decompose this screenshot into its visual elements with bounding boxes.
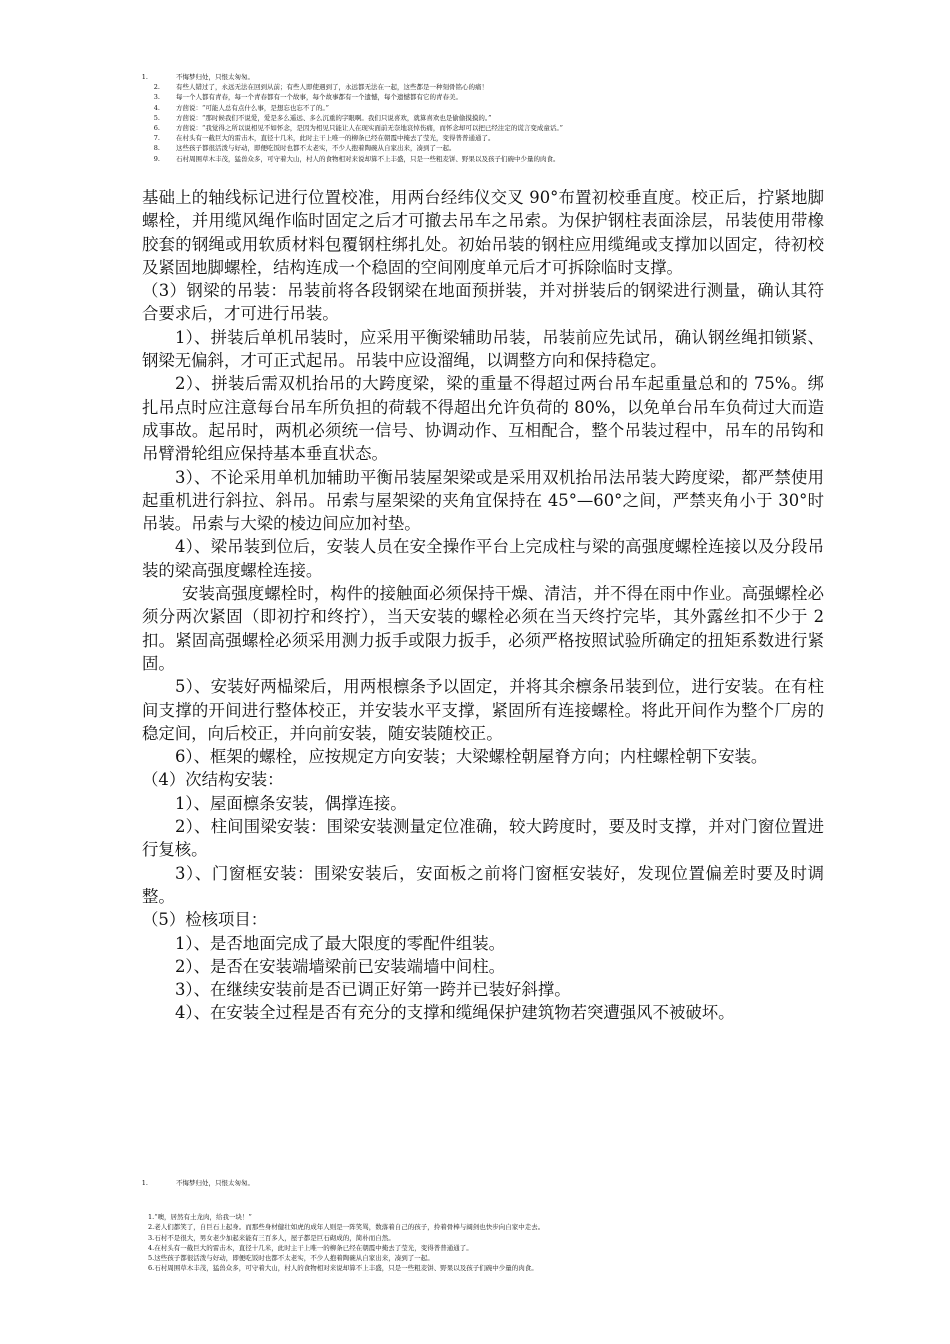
note-line bbox=[140, 82, 840, 92]
note-text: 方茴说：“我觉得之所以说相见不如怀念，是因为相见只能让人在现实面前无奈地哀悼伤痛，而怀念却可以把已经注定的谎言变成童话。” bbox=[176, 124, 563, 133]
note-text: 有些人错过了，永远无法在回到从前；有些人即使遇到了，永远都无法在一起，这些都是一种刻骨铭心的痛！ bbox=[176, 83, 488, 92]
paragraph: 2）、是否在安装端墙梁前已安装端墙中间柱。 bbox=[175, 956, 506, 976]
paragraph: 基础上的轴线标记进行位置校准，用两台经纬仪交叉 90°布置初校垂直度。校正后，拧紧地脚螺栓，并用缆风绳作临时固定之后才可撤去吊车之吊索。为保护钢柱表面涂层，吊装使用带橡胶套的钢绳或用软质材料包覆钢柱绑扎处。初始吊装的钢柱应用缆绳或支撑加以固定，待初校及紧固地脚螺栓，结构连成一个稳固的空间刚度单元后才可拆除临时支撑。 bbox=[142, 188, 824, 277]
paragraph: 3）、不论采用单机加辅助平衡吊装屋架梁或是采用双机抬吊法吊装大跨度梁，都严禁使用起重机进行斜拉、斜吊。吊索与屋架梁的夹角宜保持在 45°—60°之间，严禁夹角小于 30°时吊装。吊索与大梁的棱边间应加衬垫。 bbox=[142, 467, 824, 534]
section-heading: （4）次结构安装： bbox=[142, 770, 284, 790]
paragraph: 4）、梁吊装到位后，安装人员在安全操作平台上完成柱与梁的高强度螺栓连接以及分段吊装的梁高强度螺栓连接。 bbox=[142, 537, 824, 580]
note-line bbox=[140, 143, 840, 153]
note-line bbox=[140, 113, 840, 123]
section-heading: （3）钢梁的吊装：吊装前将各段钢梁在地面预拼装，并对拼装后的钢梁进行测量，确认其符合要求后，才可进行吊装。 bbox=[142, 281, 824, 324]
note-number: 3. bbox=[153, 93, 160, 102]
paragraph: 4）、在安装全过程是否有充分的支撑和缆绳保护建筑物若突遭强风不被破坏。 bbox=[175, 1003, 735, 1023]
note-text: 每一个人都有青春，每一个青春都有一个故事，每个故事都有一个遗憾，每个遗憾都有它的青春美。 bbox=[176, 93, 462, 102]
header-notes bbox=[140, 72, 840, 164]
paragraph: 3）、门窗框安装：围梁安装后，安面板之前将门窗框安装好，发现位置偏差时要及时调整。 bbox=[142, 863, 824, 906]
footer-note-line bbox=[140, 1178, 840, 1188]
footer-note: 6.石村周围草木丰茂，猛兽众多，可守着大山，村人的食物相对来说却算不上丰盛，只是一些粗麦饼、野果以及孩子们碗中少量的肉食。 bbox=[148, 1264, 538, 1273]
paragraph: 1）、拼装后单机吊装时，应采用平衡梁辅助吊装，吊装前应先试吊，确认钢丝绳扣锁紧、钢梁无偏斜，才可正式起吊。吊装中应设溜绳，以调整方向和保持稳定。 bbox=[142, 327, 824, 371]
footer-note: 1.“噢，居然有土龙肉，给我一块！” bbox=[148, 1213, 252, 1221]
note-text: 石村周围草木丰茂，猛兽众多，可守着大山，村人的食物相对来说却算不上丰盛，只是一些粗麦饼、野果以及孩子们碗中少量的肉食。 bbox=[176, 154, 560, 163]
paragraph: 6）、框架的螺栓，应按规定方向安装；大梁螺栓朝屋脊方向；内柱螺栓朝下安装。 bbox=[175, 747, 768, 767]
note-text: 在村头有一截巨大的雷击木，直径十几米，此时主干上唯一的柳条已经在朝霞中掩去了莹光，变得普普通通了。 bbox=[176, 134, 495, 143]
footer-notes bbox=[148, 1212, 848, 1274]
paragraph: 2）、拼装后需双机抬吊的大跨度梁，梁的重量不得超过两台吊车起重量总和的 75%。绑扎吊点时应注意每台吊车所负担的荷载不得超出允许负荷的 80%，以免单台吊车负荷过大而造成事故。起吊时，两机必须统一信号、协调动作、互相配合，整个吊装过程中，吊车的吊钩和吊臂滑轮组应保持基本垂直状态。 bbox=[142, 374, 824, 464]
note-line bbox=[140, 133, 840, 143]
note-number: 5. bbox=[153, 113, 160, 122]
note-line bbox=[140, 72, 840, 82]
paragraph: 3）、在继续安装前是否已调正好第一跨并已装好斜撑。 bbox=[175, 980, 571, 1000]
note-number: 6. bbox=[153, 124, 160, 133]
footer-note: 5.这些孩子都很活泼与好动，即便吃饭时也都不太老实，不少人抱着陶碗从自家出来，凑到了一起。 bbox=[148, 1254, 434, 1263]
note-number: 8. bbox=[153, 144, 160, 153]
note-text: 方茴说：“可能人总有点什么事，是想忘也忘不了的。” bbox=[176, 103, 329, 112]
paragraph: 安装高强度螺栓时，构件的接触面必须保持干燥、清洁，并不得在雨中作业。高强螺栓必须分两次紧固（即初拧和终拧），当天安装的螺栓必须在当天终拧完毕，其外露丝扣不少于 2 扣。紧固高强螺栓必须采用测力扳手或限力扳手，必须严格按照试验所确定的扭矩系数进行紧固。 bbox=[142, 584, 824, 673]
body-text bbox=[142, 186, 824, 1025]
paragraph: 2）、柱间围梁安装：围梁安装测量定位准确，较大跨度时，要及时支撑，并对门窗位置进行复核。 bbox=[142, 817, 824, 860]
footer-note: 2.老人们都笑了，自巨石上起身。而那些身材健壮如虎的成年人则是一阵笑骂，数落着自己的孩子，拎着骨棒与阔剑也快步向自家中走去。 bbox=[148, 1223, 545, 1232]
note-line bbox=[140, 154, 840, 164]
note-number: 7. bbox=[153, 134, 160, 143]
note-number: 9. bbox=[153, 154, 160, 163]
note-number: 4. bbox=[153, 103, 160, 112]
note-line bbox=[140, 123, 840, 133]
paragraph: 1）、屋面檩条安装，偶撑连接。 bbox=[175, 793, 407, 813]
note-text: 不悔梦归处，只恨太匆匆。 bbox=[176, 73, 254, 81]
note-text: 这些孩子都很活泼与好动，即便吃饭时也都不太老实，不少人抱着陶碗从自家出来，凑到了一起。 bbox=[176, 144, 456, 153]
note-number: 1. bbox=[141, 1179, 148, 1187]
footer-note: 3.石村不是很大，男女老少加起来能有三百多人，屋子都是巨石砌成的，简朴而自然。 bbox=[148, 1233, 395, 1242]
note-text: 不悔梦归处，只恨太匆匆。 bbox=[176, 1179, 254, 1187]
note-text: 方茴说：“那时候我们不说爱，爱是多么遥远、多么沉重的字眼啊。我们只说喜欢，就算喜欢也是偷偷摸摸的。” bbox=[176, 113, 492, 122]
note-number: 2. bbox=[153, 83, 160, 92]
section-heading: （5）检核项目： bbox=[142, 910, 268, 930]
note-number: 1. bbox=[141, 73, 148, 81]
paragraph: 1）、是否地面完成了最大限度的零配件组装。 bbox=[175, 933, 506, 953]
note-line bbox=[140, 103, 840, 113]
paragraph: 5）、安装好两榀梁后，用两根檩条予以固定，并将其余檩条吊装到位，进行安装。在有柱间支撑的开间进行整体校正，并安装水平支撑，紧固所有连接螺栓。将此开间作为整个厂房的稳定间，向后校正，并向前安装，随安装随校正。 bbox=[142, 677, 824, 743]
note-line bbox=[140, 92, 840, 102]
footer-note: 4.在村头有一截巨大的雷击木，直径十几米，此时主干上唯一的柳条已经在朝霞中掩去了莹光，变得普普通通了。 bbox=[148, 1243, 473, 1252]
